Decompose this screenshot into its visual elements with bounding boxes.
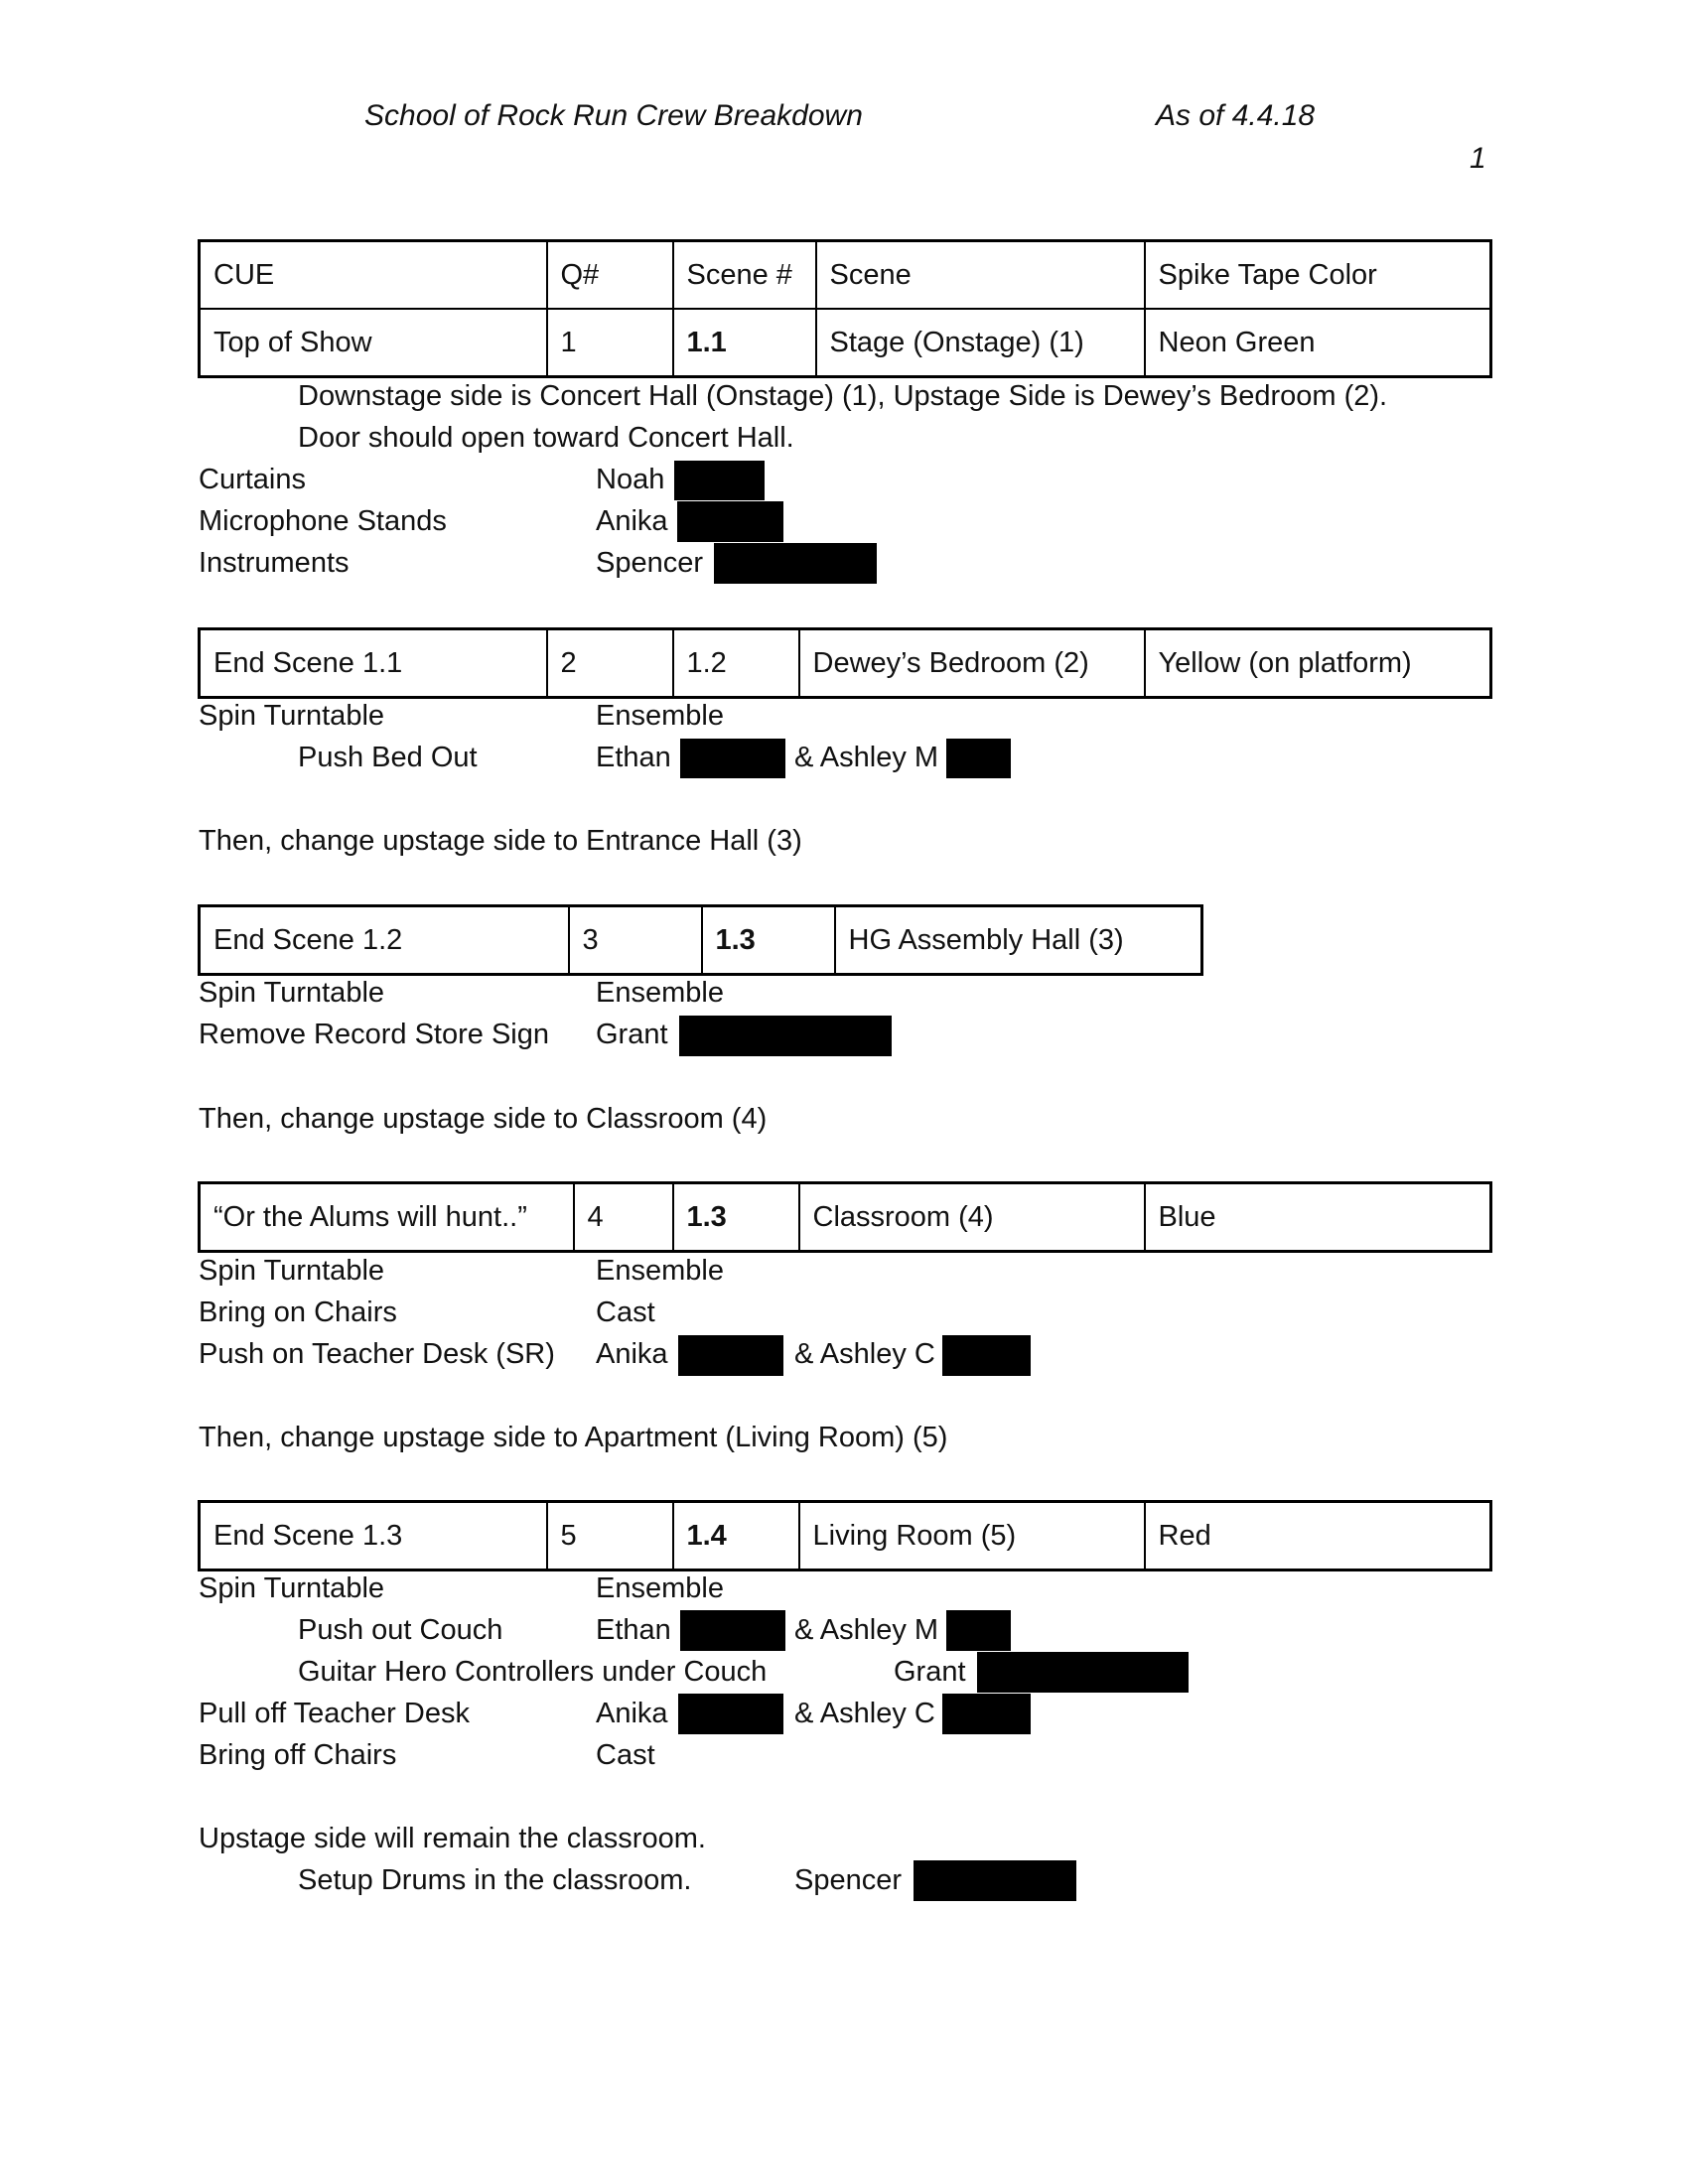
cue-table-4	[198, 1181, 1492, 1253]
crew-name-second: & Ashley M	[794, 1614, 939, 1646]
cue-table-5	[198, 1500, 1492, 1571]
redaction-bar	[714, 543, 877, 584]
task-label: Pull off Teacher Desk	[199, 1698, 470, 1729]
crew-name: Cast	[596, 1297, 655, 1328]
crew-name: Noah	[596, 464, 665, 495]
cell-scene-number: 1.4	[673, 1502, 799, 1570]
redaction-bar	[678, 1694, 783, 1734]
crew-name: Grant	[894, 1656, 966, 1688]
crew-name: Ensemble	[596, 700, 724, 732]
cell-scene: HG Assembly Hall (3)	[835, 906, 1202, 975]
table-row	[200, 906, 1202, 975]
redaction-bar	[677, 501, 783, 542]
task-label: Bring off Chairs	[199, 1739, 397, 1771]
cell-scene-number: 1.3	[702, 906, 835, 975]
task-label: Remove Record Store Sign	[199, 1019, 549, 1050]
task-label: Push Bed Out	[298, 742, 478, 773]
cell-spike-tape-color: Red	[1145, 1502, 1491, 1570]
crew-name: Spencer	[794, 1864, 903, 1896]
redaction-bar	[678, 1335, 783, 1376]
transition-note: Then, change upstage side to Apartment (Living Room) (5)	[199, 1422, 948, 1453]
redaction-bar	[914, 1860, 1076, 1901]
task-label: Spin Turntable	[199, 1572, 385, 1604]
cell-scene-number: 1.2	[673, 629, 799, 698]
table-header-row	[200, 241, 1491, 310]
task-label: Guitar Hero Controllers under Couch	[298, 1656, 768, 1688]
header-spike-tape-color: Spike Tape Color	[1145, 241, 1491, 310]
cell-cue: End Scene 1.2	[200, 906, 569, 975]
redaction-bar	[977, 1652, 1189, 1693]
cue-table-1	[198, 239, 1492, 378]
cell-cue: Top of Show	[200, 309, 547, 377]
redaction-bar	[679, 1016, 892, 1056]
closing-note: Setup Drums in the classroom.	[298, 1864, 692, 1896]
cell-scene: Dewey’s Bedroom (2)	[799, 629, 1145, 698]
cue-table-2	[198, 627, 1492, 699]
crew-name: Ethan	[596, 742, 671, 773]
task-label: Spin Turntable	[199, 1255, 385, 1287]
cell-scene: Living Room (5)	[799, 1502, 1145, 1570]
redaction-bar	[680, 1610, 785, 1651]
cell-scene-number: 1.3	[673, 1183, 799, 1252]
task-label: Push out Couch	[298, 1614, 503, 1646]
cell-scene-number: 1.1	[673, 309, 816, 377]
cell-scene: Classroom (4)	[799, 1183, 1145, 1252]
redaction-bar	[946, 739, 1011, 778]
redaction-bar	[946, 1610, 1011, 1651]
task-label: Bring on Chairs	[199, 1297, 397, 1328]
header-cue: CUE	[200, 241, 547, 310]
cell-q-number: 4	[574, 1183, 673, 1252]
cue1-note: Door should open toward Concert Hall.	[298, 422, 794, 454]
cell-spike-tape-color: Yellow (on platform)	[1145, 629, 1491, 698]
cell-q-number: 1	[547, 309, 673, 377]
header-scene-number: Scene #	[673, 241, 816, 310]
table-row	[200, 1502, 1491, 1570]
cell-q-number: 2	[547, 629, 673, 698]
page-number: 1	[1470, 142, 1486, 175]
cell-spike-tape-color: Neon Green	[1145, 309, 1491, 377]
crew-name: Ensemble	[596, 977, 724, 1009]
header-scene: Scene	[816, 241, 1145, 310]
cell-cue: End Scene 1.1	[200, 629, 547, 698]
cell-cue: End Scene 1.3	[200, 1502, 547, 1570]
document-title: School of Rock Run Crew Breakdown	[364, 99, 863, 132]
crew-name-second: & Ashley C	[794, 1338, 935, 1370]
task-label: Spin Turntable	[199, 700, 385, 732]
crew-name: Ensemble	[596, 1572, 724, 1604]
redaction-bar	[674, 461, 765, 500]
cell-scene: Stage (Onstage) (1)	[816, 309, 1145, 377]
crew-name: Anika	[596, 1338, 668, 1370]
crew-name: Ensemble	[596, 1255, 724, 1287]
task-label: Push on Teacher Desk (SR)	[199, 1338, 555, 1370]
document-date: As of 4.4.18	[1156, 99, 1316, 132]
crew-name-second: & Ashley M	[794, 742, 939, 773]
table-row	[200, 309, 1491, 377]
cell-spike-tape-color: Blue	[1145, 1183, 1491, 1252]
crew-name: Anika	[596, 1698, 668, 1729]
task-label: Curtains	[199, 464, 306, 495]
transition-note: Then, change upstage side to Entrance Hall (3)	[199, 825, 802, 857]
task-label: Instruments	[199, 547, 350, 579]
table-row	[200, 629, 1491, 698]
crew-name: Spencer	[596, 547, 704, 579]
cell-q-number: 3	[569, 906, 702, 975]
crew-name-second: & Ashley C	[794, 1698, 935, 1729]
transition-note: Then, change upstage side to Classroom (4)	[199, 1103, 768, 1135]
cue-table-3	[198, 904, 1203, 976]
cue1-note: Downstage side is Concert Hall (Onstage) (1), Upstage Side is Dewey’s Bedroom (2).	[298, 380, 1388, 412]
header-q-number: Q#	[547, 241, 673, 310]
crew-name: Cast	[596, 1739, 655, 1771]
cell-cue: “Or the Alums will hunt..”	[200, 1183, 574, 1252]
task-label: Spin Turntable	[199, 977, 385, 1009]
redaction-bar	[942, 1694, 1031, 1734]
redaction-bar	[680, 739, 785, 778]
crew-name: Ethan	[596, 1614, 671, 1646]
closing-note: Upstage side will remain the classroom.	[199, 1823, 706, 1854]
crew-name: Anika	[596, 505, 668, 537]
cell-q-number: 5	[547, 1502, 673, 1570]
table-row	[200, 1183, 1491, 1252]
redaction-bar	[942, 1335, 1031, 1376]
crew-name: Grant	[596, 1019, 668, 1050]
task-label: Microphone Stands	[199, 505, 447, 537]
